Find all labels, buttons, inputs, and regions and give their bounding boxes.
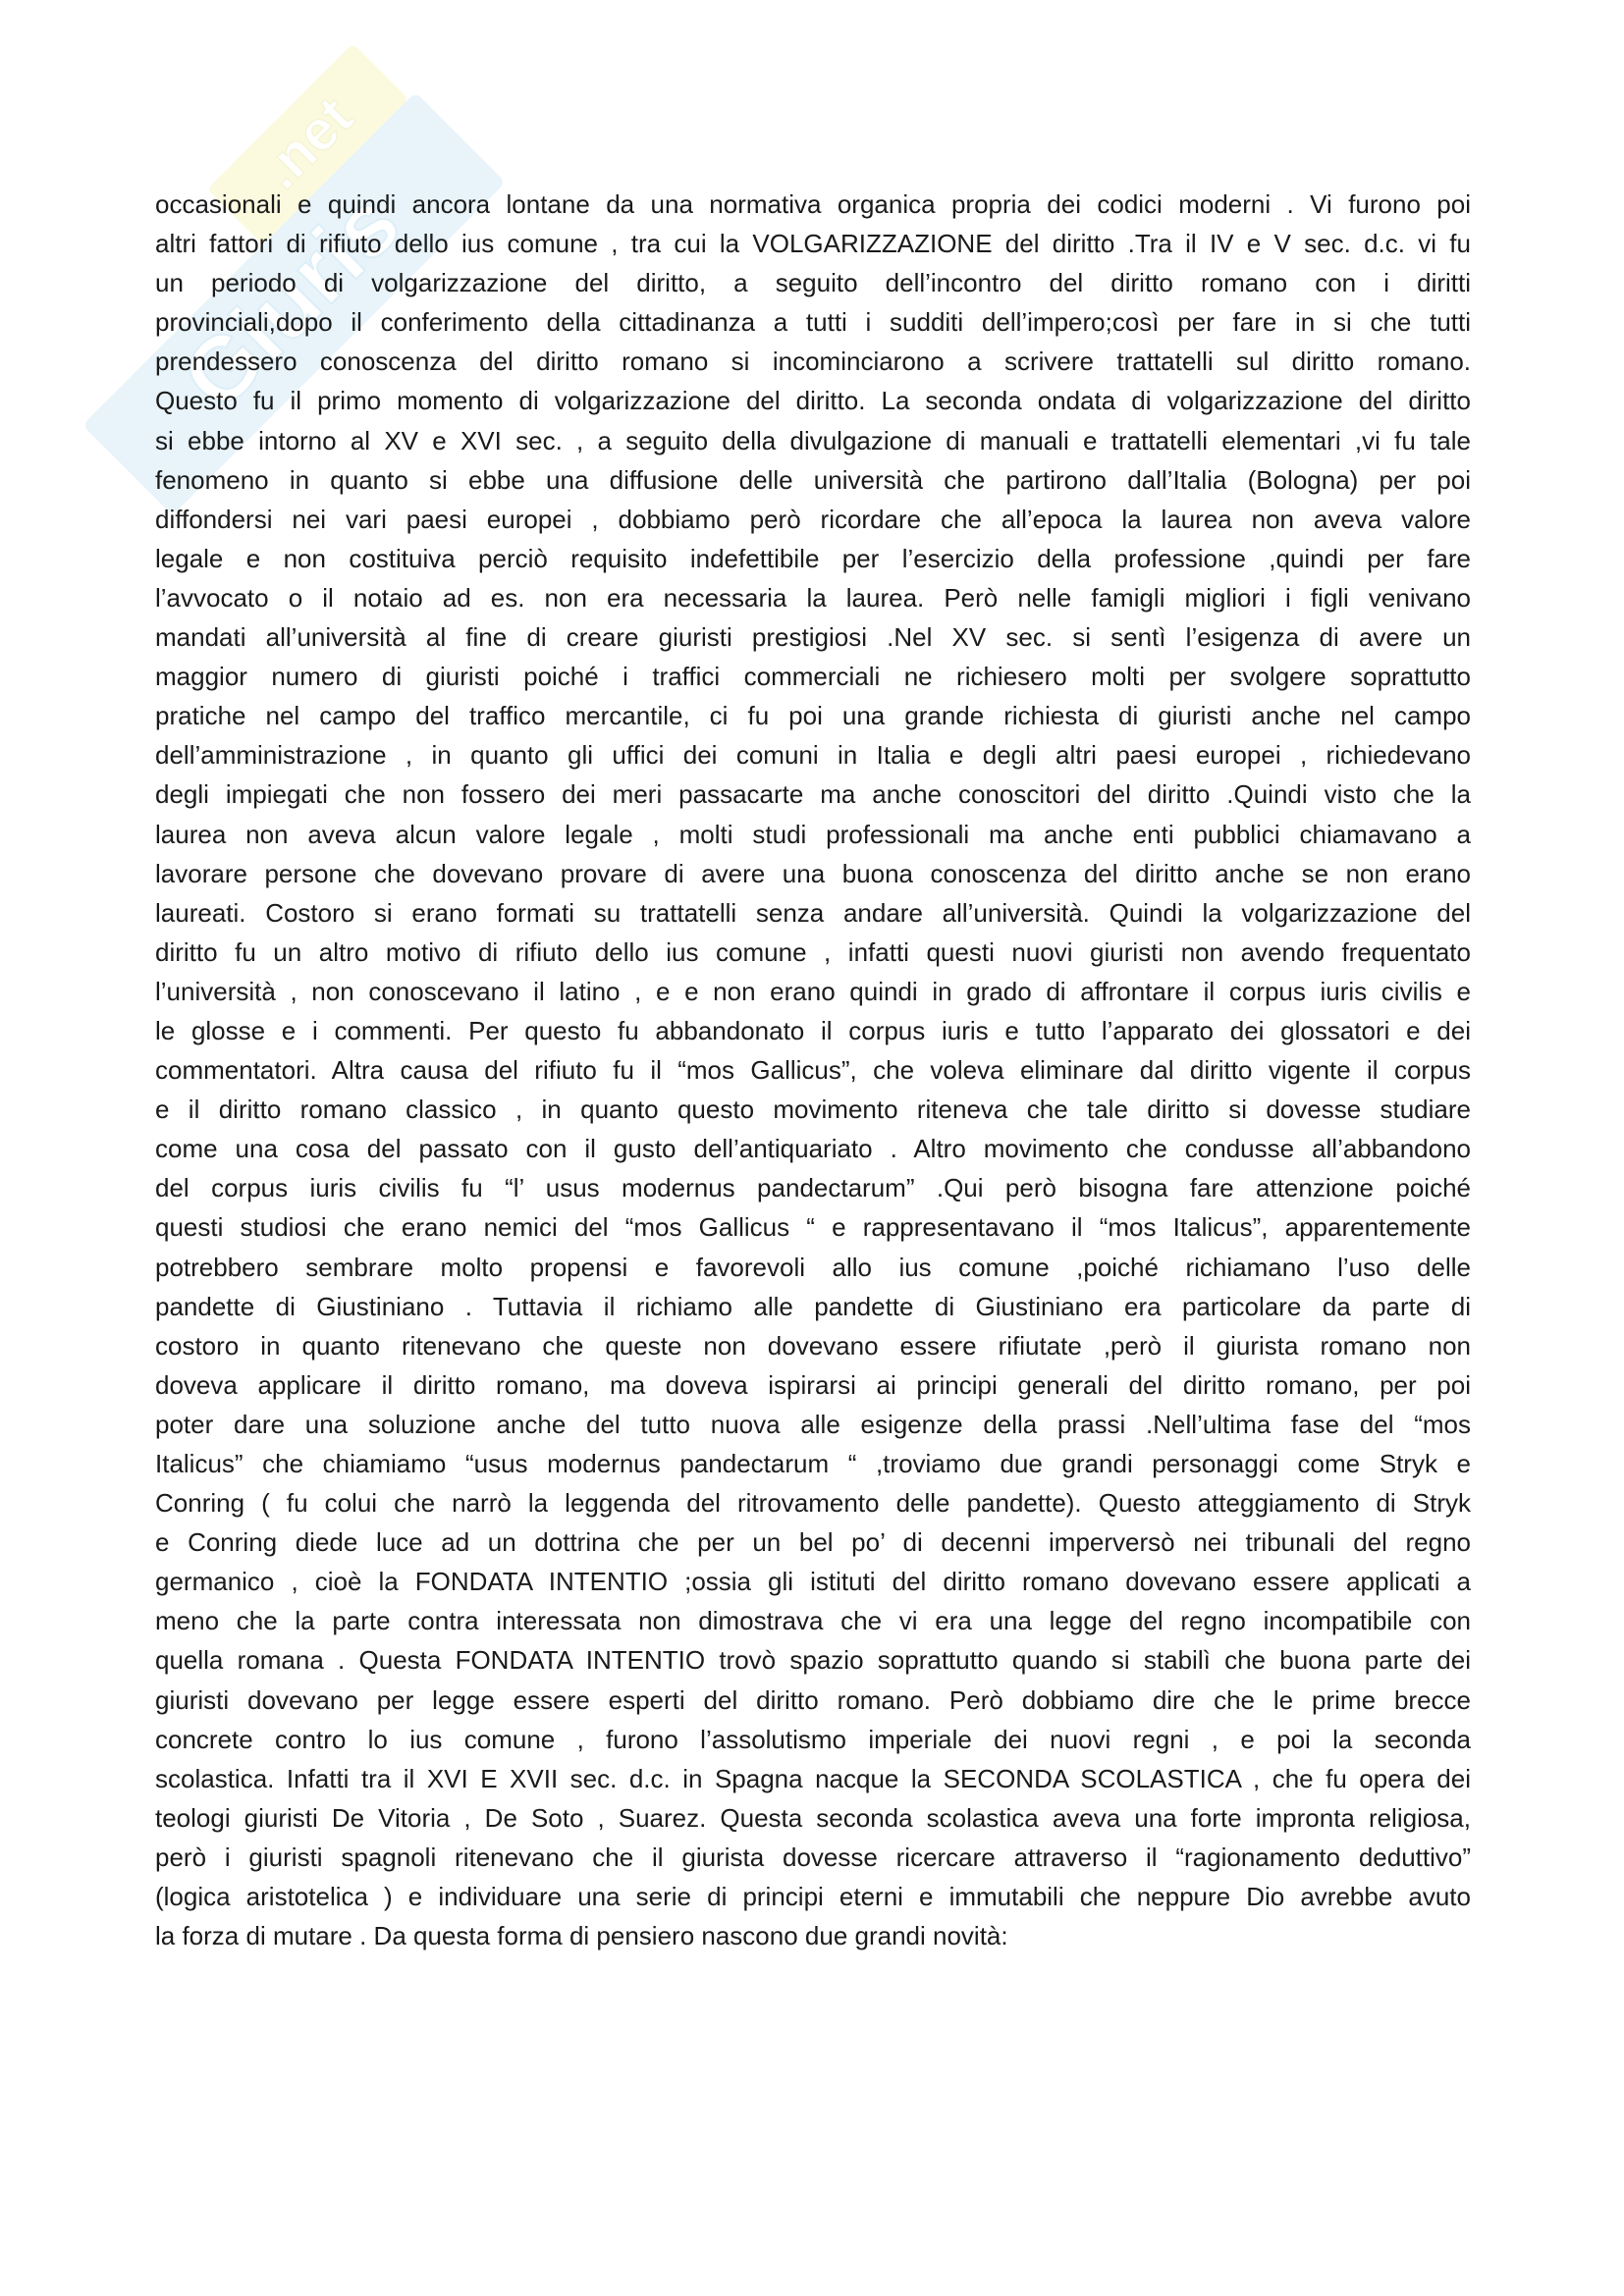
text-line: provinciali,dopo il conferimento della cittadinanza a tutti i sudditi dell’impero;così per fare in si che tutti	[155, 307, 1471, 338]
text-line: Questo fu il primo momento di volgarizzazione del diritto. La seconda ondata di volgarizzazione del diritto	[155, 386, 1471, 416]
text-line: potrebbero sembrare molto propensi e favorevoli allo ius comune ,poiché richiamano l’uso delle	[155, 1252, 1471, 1282]
svg-text:.net: .net	[248, 84, 365, 202]
text-line: occasionali e quindi ancora lontane da una normativa organica propria dei codici moderni . Vi furono poi	[155, 189, 1471, 219]
text-line: laurea non aveva alcun valore legale , molti studi professionali ma anche enti pubblici chiamavano a	[155, 819, 1471, 849]
text-line: altri fattori di rifiuto dello ius comune , tra cui la VOLGARIZZAZIONE del diritto .Tra il IV e V sec. d.c. vi fu	[155, 229, 1471, 259]
text-line: meno che la parte contra interessata non dimostrava che vi era una legge del regno incompatibile con	[155, 1606, 1471, 1636]
text-line: pandette di Giustiniano . Tuttavia il richiamo alle pandette di Giustiniano era particolare da parte di	[155, 1291, 1471, 1321]
text-line: si ebbe intorno al XV e XVI sec. , a seguito della divulgazione di manuali e trattatelli elementari ,vi fu tale	[155, 425, 1471, 455]
text-line: germanico , cioè la FONDATA INTENTIO ;ossia gli istituti del diritto romano dovevano essere applicati a	[155, 1567, 1471, 1597]
text-line: pratiche nel campo del traffico mercantile, ci fu poi una grande richiesta di giuristi anche nel campo	[155, 701, 1471, 731]
text-line: (logica aristotelica ) e individuare una serie di principi eterni e immutabili che neppure Dio avrebbe avuto	[155, 1882, 1471, 1912]
text-line: poter dare una soluzione anche del tutto nuova alle esigenze della prassi .Nell’ultima fase del “mos	[155, 1409, 1471, 1439]
text-line: prendessero conoscenza del diritto romano si incominciarono a scrivere trattatelli sul diritto romano.	[155, 347, 1471, 377]
text-line: però i giuristi spagnoli ritenevano che il giurista dovesse ricercare attraverso il “ragionamento deduttivo”	[155, 1842, 1471, 1872]
text-line: doveva applicare il diritto romano, ma doveva ispirarsi ai principi generali del diritto romano, per poi	[155, 1369, 1471, 1400]
text-line: l’università , non conoscevano il latino , e e non erano quindi in grado di affrontare il corpus iuris civilis e	[155, 976, 1471, 1006]
text-line: le glosse e i commenti. Per questo fu abbandonato il corpus iuris e tutto l’apparato dei glossatori e dei	[155, 1015, 1471, 1045]
body-text	[155, 185, 1471, 1955]
text-line: Conring ( fu colui che narrò la leggenda del ritrovamento delle pandette). Questo atteggiamento di Stryk	[155, 1488, 1471, 1519]
text-line: Italicus” che chiamiamo “usus modernus pandectarum “ ,troviamo due grandi personaggi come Stryk e	[155, 1449, 1471, 1478]
text-line: diffondersi nei vari paesi europei , dobbiamo però ricordare che all’epoca la laurea non aveva valore	[155, 504, 1471, 534]
text-line: concrete contro lo ius comune , furono l’assolutismo imperiale dei nuovi regni , e poi la seconda	[155, 1724, 1471, 1754]
text-line: degli impiegati che non fossero dei meri passacarte ma anche conoscitori del diritto .Quindi visto che la	[155, 779, 1471, 810]
text-line: questi studiosi che erano nemici del “mos Gallicus “ e rappresentavano il “mos Italicus”, apparentemente	[155, 1212, 1471, 1243]
text-line: del corpus iuris civilis fu “l’ usus modernus pandectarum” .Qui però bisogna fare attenzione poiché	[155, 1173, 1471, 1203]
text-line: diritto fu un altro motivo di rifiuto dello ius comune , infatti questi nuovi giuristi non avendo frequentato	[155, 936, 1471, 967]
text-line: fenomeno in quanto si ebbe una diffusione delle università che partirono dall’Italia (Bologna) per poi	[155, 464, 1471, 495]
svg-text:Giuris: Giuris	[163, 173, 419, 429]
text-line: commentatori. Altra causa del rifiuto fu il “mos Gallicus”, che voleva eliminare dal diritto vigente il corpus	[155, 1055, 1471, 1086]
text-line: come una cosa del passato con il gusto dell’antiquariato . Altro movimento che condusse all’abbandono	[155, 1134, 1471, 1164]
text-line: legale e non costituiva perciò requisito indefettibile per l’esercizio della professione ,quindi per fare	[155, 543, 1471, 573]
text-line: giuristi dovevano per legge essere esperti del diritto romano. Però dobbiamo dire che le prime brecce	[155, 1684, 1471, 1715]
text-line: e il diritto romano classico , in quanto questo movimento riteneva che tale diritto si dovesse studiare	[155, 1095, 1471, 1125]
text-line: costoro in quanto ritenevano che queste non dovevano essere rifiutate ,però il giurista romano non	[155, 1330, 1471, 1361]
text-line: un periodo di volgarizzazione del diritto, a seguito dell’incontro del diritto romano con i diritti	[155, 268, 1471, 298]
text-line: scolastica. Infatti tra il XVI E XVII sec. d.c. in Spagna nacque la SECONDA SCOLASTICA , che fu opera dei	[155, 1763, 1471, 1793]
text-line-last: la forza di mutare . Da questa forma di pensiero nascono due grandi novità:	[155, 1921, 1008, 1951]
text-line: teologi giuristi De Vitoria , De Soto , Suarez. Questa seconda scolastica aveva una forte impronta religiosa,	[155, 1802, 1471, 1833]
text-line: maggior numero di giuristi poiché i traffici commerciali ne richiesero molti per svolgere soprattutto	[155, 662, 1471, 692]
text-line: laureati. Costoro si erano formati su trattatelli senza andare all’università. Quindi la volgarizzazione del	[155, 897, 1471, 928]
text-line: quella romana . Questa FONDATA INTENTIO trovò spazio soprattutto quando si stabilì che buona parte dei	[155, 1645, 1471, 1676]
text-line: lavorare persone che dovevano provare di avere una buona conoscenza del diritto anche se non erano	[155, 858, 1471, 888]
text-line: dell’amministrazione , in quanto gli uffici dei comuni in Italia e degli altri paesi europei , richiedevano	[155, 740, 1471, 771]
text-line: e Conring diede luce ad un dottrina che per un bel po’ di decenni imperversò nei tribunali del regno	[155, 1527, 1471, 1558]
text-line: l’avvocato o il notaio ad es. non era necessaria la laurea. Però nelle famigli migliori i figli venivano	[155, 582, 1471, 613]
text-line: mandati all’università al fine di creare giuristi prestigiosi .Nel XV sec. si sentì l’esigenza di avere un	[155, 622, 1471, 653]
